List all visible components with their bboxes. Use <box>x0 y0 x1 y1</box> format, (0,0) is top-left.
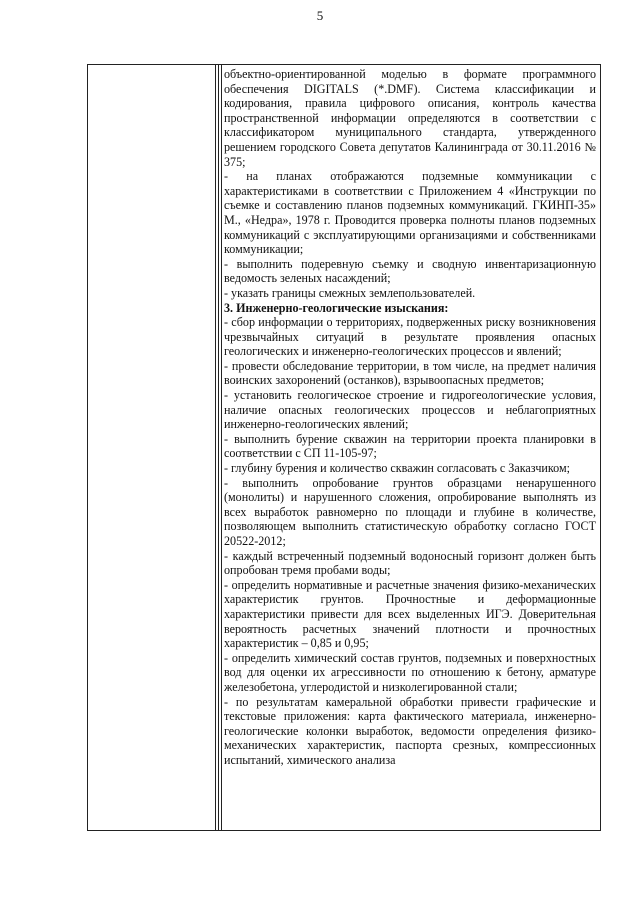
paragraph-13: - определить нормативные и расчетные значения физико-механических характеристик грунтов. Прочностные и деформационные характеристики привести для всех выделенных ИГЭ. Доверительная вероятность расчетных значений плотности и прочностных характеристик – 0,85 и 0,95; <box>224 577 596 651</box>
paragraph-6: - сбор информации о территориях, подверженных риску возникновения чрезвычайных ситуаций в результате проявления опасных геологических и инженерно-геологических процессов и явлений; <box>224 315 596 359</box>
paragraph-8: - установить геологическое строение и гидрогеологические условия, наличие опасных геологических процессов и неблагоприятных инженерно-геологических явлений; <box>224 388 596 432</box>
paragraph-11: - выполнить опробование грунтов образцами ненарушенного (монолиты) и нарушенного сложения, опробирование выполнять из всех выработок равномерно по площади и глубине в количестве, позволяющем выполнить статистическую обработку согласно ГОСТ 20522-2012; <box>224 475 596 548</box>
paragraph-3: - выполнить подеревную съемку и сводную инвентаризационную ведомость зеленых насаждений; <box>224 256 596 286</box>
table-right-column <box>219 65 600 830</box>
paragraph-1: объектно-ориентированной моделью в формате программного обеспечения DIGITALS (*.DMF). Система классификации и кодирования, правила цифрового описания, контроль качества пространственной информации определяются в соответствии с классификатором муниципального стандарта, утвержденного решением городского Совета депутатов Калининграда от 30.11.2016 № 375; <box>224 67 596 169</box>
paragraph-9: - выполнить бурение скважин на территории проекта планировки в соответствии с СП 11-105-97; <box>224 431 596 461</box>
paragraph-7: - провести обследование территории, в том числе, на предмет наличия воинских захоронений (останков), взрывоопасных предметов; <box>224 358 596 388</box>
paragraph-4: - указать границы смежных землепользователей. <box>224 285 476 300</box>
body-text <box>224 67 596 768</box>
paragraph-10: - глубину бурения и количество скважин согласовать с Заказчиком; <box>224 461 570 476</box>
table-frame <box>87 64 601 831</box>
paragraph-12: - каждый встреченный подземный водоносный горизонт должен быть опробован тремя пробами воды; <box>224 548 596 578</box>
table-left-column <box>88 65 219 830</box>
page-number: 5 <box>316 8 324 23</box>
paragraph-2: - на планах отображаются подземные коммуникации с характеристиками в соответствии с Приложением 4 «Инструкции по съемке и составлению планов подземных коммуникаций. ГКИНП-35» М., «Недра», 1978 г. Проводится проверка полноты планов подземных коммуникаций с эксплуатирующими организациями и собственниками коммуникации; <box>224 169 596 257</box>
paragraph-14: - определить химический состав грунтов, подземных и поверхностных вод для оценки их агрессивности по отношению к бетону, арматуре железобетона, углеродистой и низколегированной стали; <box>224 650 596 694</box>
paragraph-15: - по результатам камеральной обработки привести графические и текстовые приложения: карта фактического материала, инженерно-геологические колонки выработок, ведомости определения физико-механических характеристик, паспорта срезных, компрессионных испытаний, химического анализа <box>224 694 596 767</box>
section-heading: 3. Инженерно-геологические изыскания: <box>224 300 449 315</box>
